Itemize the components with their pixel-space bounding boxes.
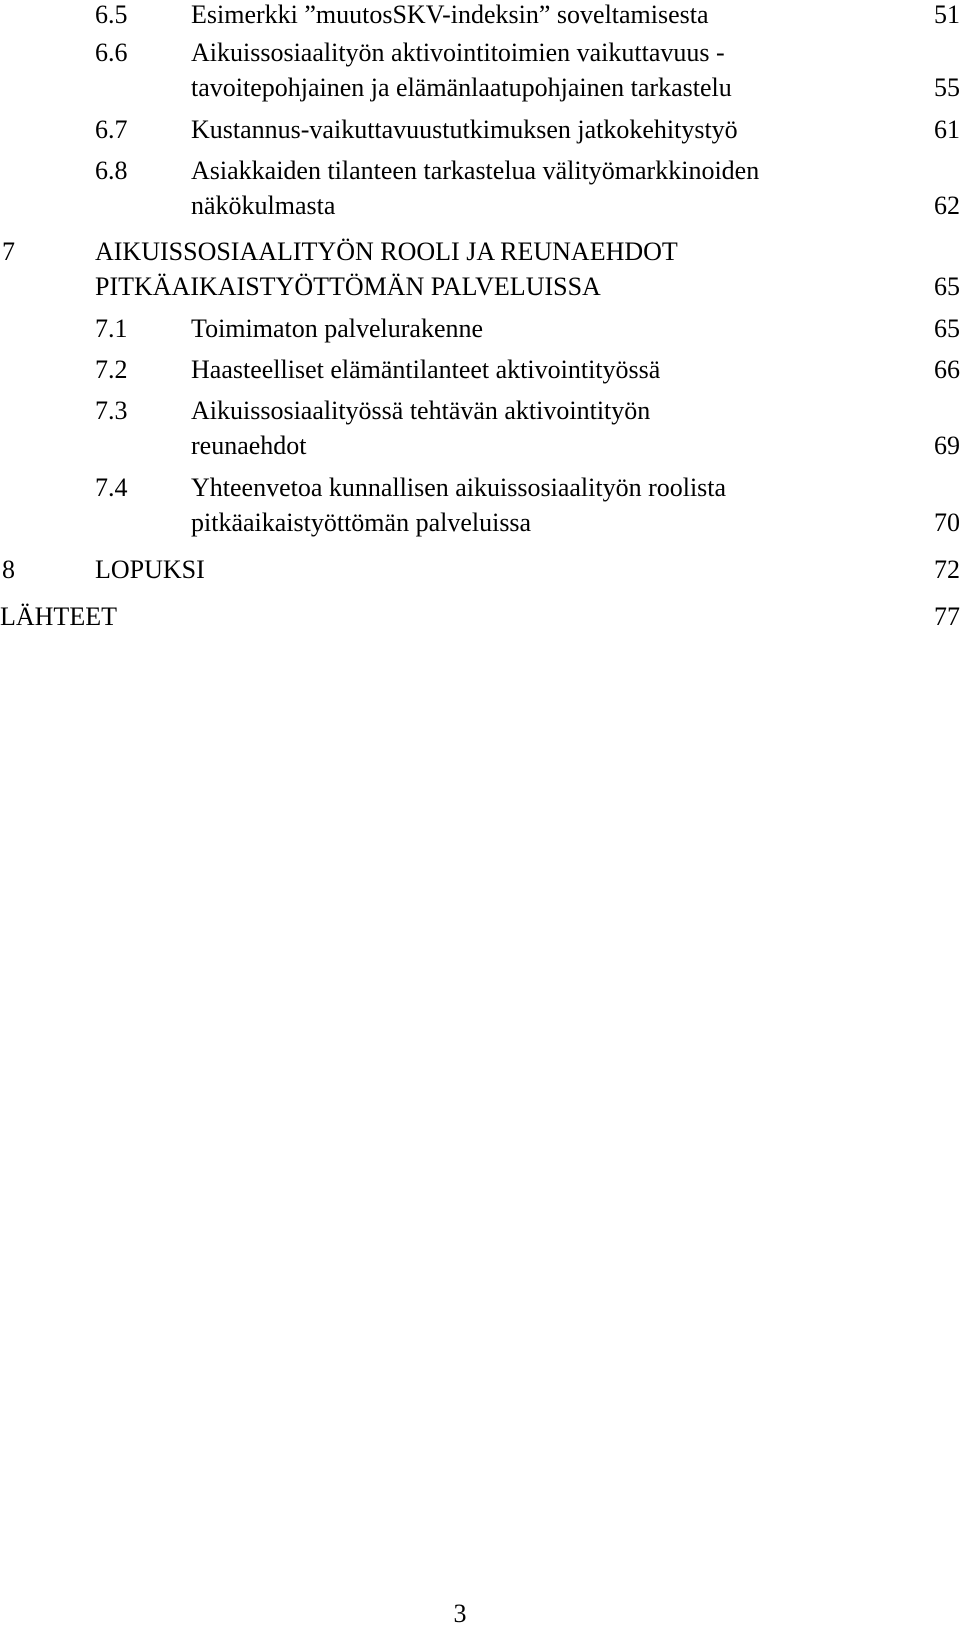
toc-entry-6-8 (0, 154, 960, 188)
toc-entry-title-cont: näkökulmasta (191, 191, 336, 220)
toc-entry-number: 6.5 (95, 0, 128, 29)
toc-entry-page: 70 (934, 508, 960, 537)
toc-entry-title-cont: reunaehdot (191, 431, 307, 460)
toc-entry-title: AIKUISSOSIAALITYÖN ROOLI JA REUNAEHDOT (95, 237, 678, 266)
toc-entry-lahteet (0, 600, 960, 634)
toc-entry-page: 61 (934, 115, 960, 144)
toc-entry-7 (0, 235, 960, 269)
toc-entry-title: LOPUKSI (95, 555, 205, 584)
toc-entry-page: 66 (934, 355, 960, 384)
toc-entry-page: 62 (934, 191, 960, 220)
toc-entry-6-8-cont (0, 189, 960, 223)
toc-entry-8 (0, 553, 960, 587)
toc-entry-page: 65 (934, 314, 960, 343)
toc-entry-page: 77 (934, 602, 960, 631)
page-number: 3 (453, 1599, 467, 1628)
toc-entry-7-1 (0, 312, 960, 346)
toc-entry-title-cont: pitkäaikaistyöttömän palveluissa (191, 508, 532, 537)
toc-entry-title-cont: PITKÄAIKAISTYÖTTÖMÄN PALVELUISSA (95, 272, 601, 301)
toc-entry-title: Aikuissosiaalityössä tehtävän aktivointityön (191, 396, 651, 425)
toc-entry-number: 7.3 (95, 396, 128, 425)
toc-entry-title: Esimerkki ”muutosSKV-indeksin” soveltamisesta (191, 0, 709, 29)
toc-entry-number: 6.8 (95, 156, 128, 185)
toc-entry-6-6 (0, 36, 960, 70)
toc-entry-7-3-cont (0, 429, 960, 463)
toc-entry-7-2 (0, 353, 960, 387)
toc-entry-title: Yhteenvetoa kunnallisen aikuissosiaalityön roolista (191, 473, 727, 502)
toc-entry-title: Aikuissosiaalityön aktivointitoimien vaikuttavuus - (191, 38, 725, 67)
toc-entry-page: 69 (934, 431, 960, 460)
toc-entry-6-7 (0, 113, 960, 147)
toc-entry-number: 7.2 (95, 355, 128, 384)
toc-entry-6-6-cont (0, 71, 960, 105)
toc-entry-title: Asiakkaiden tilanteen tarkastelua välityömarkkinoiden (191, 156, 760, 185)
toc-entry-title: Kustannus-vaikuttavuustutkimuksen jatkokehitystyö (191, 115, 738, 144)
toc-entry-title: Toimimaton palvelurakenne (191, 314, 484, 343)
toc-entry-number: 7.4 (95, 473, 128, 502)
toc-entry-7-4-cont (0, 506, 960, 540)
toc-entry-page: 65 (934, 272, 960, 301)
toc-entry-6-5 (0, 0, 960, 32)
toc-entry-7-cont (0, 270, 960, 304)
toc-entry-7-3 (0, 394, 960, 428)
toc-entry-number: 6.7 (95, 115, 128, 144)
toc-entry-title: Haasteelliset elämäntilanteet aktivointityössä (191, 355, 661, 384)
toc-entry-page: 72 (934, 555, 960, 584)
toc-entry-number: 7.1 (95, 314, 128, 343)
toc-entry-title: LÄHTEET (0, 602, 117, 631)
toc-entry-number: 7 (2, 237, 15, 266)
toc-entry-title-cont: tavoitepohjainen ja elämänlaatupohjainen tarkastelu (191, 73, 732, 102)
toc-entry-7-4 (0, 471, 960, 505)
toc-entry-page: 55 (934, 73, 960, 102)
toc-entry-number: 8 (2, 555, 15, 584)
toc-entry-page: 51 (934, 0, 960, 29)
toc-entry-number: 6.6 (95, 38, 128, 67)
